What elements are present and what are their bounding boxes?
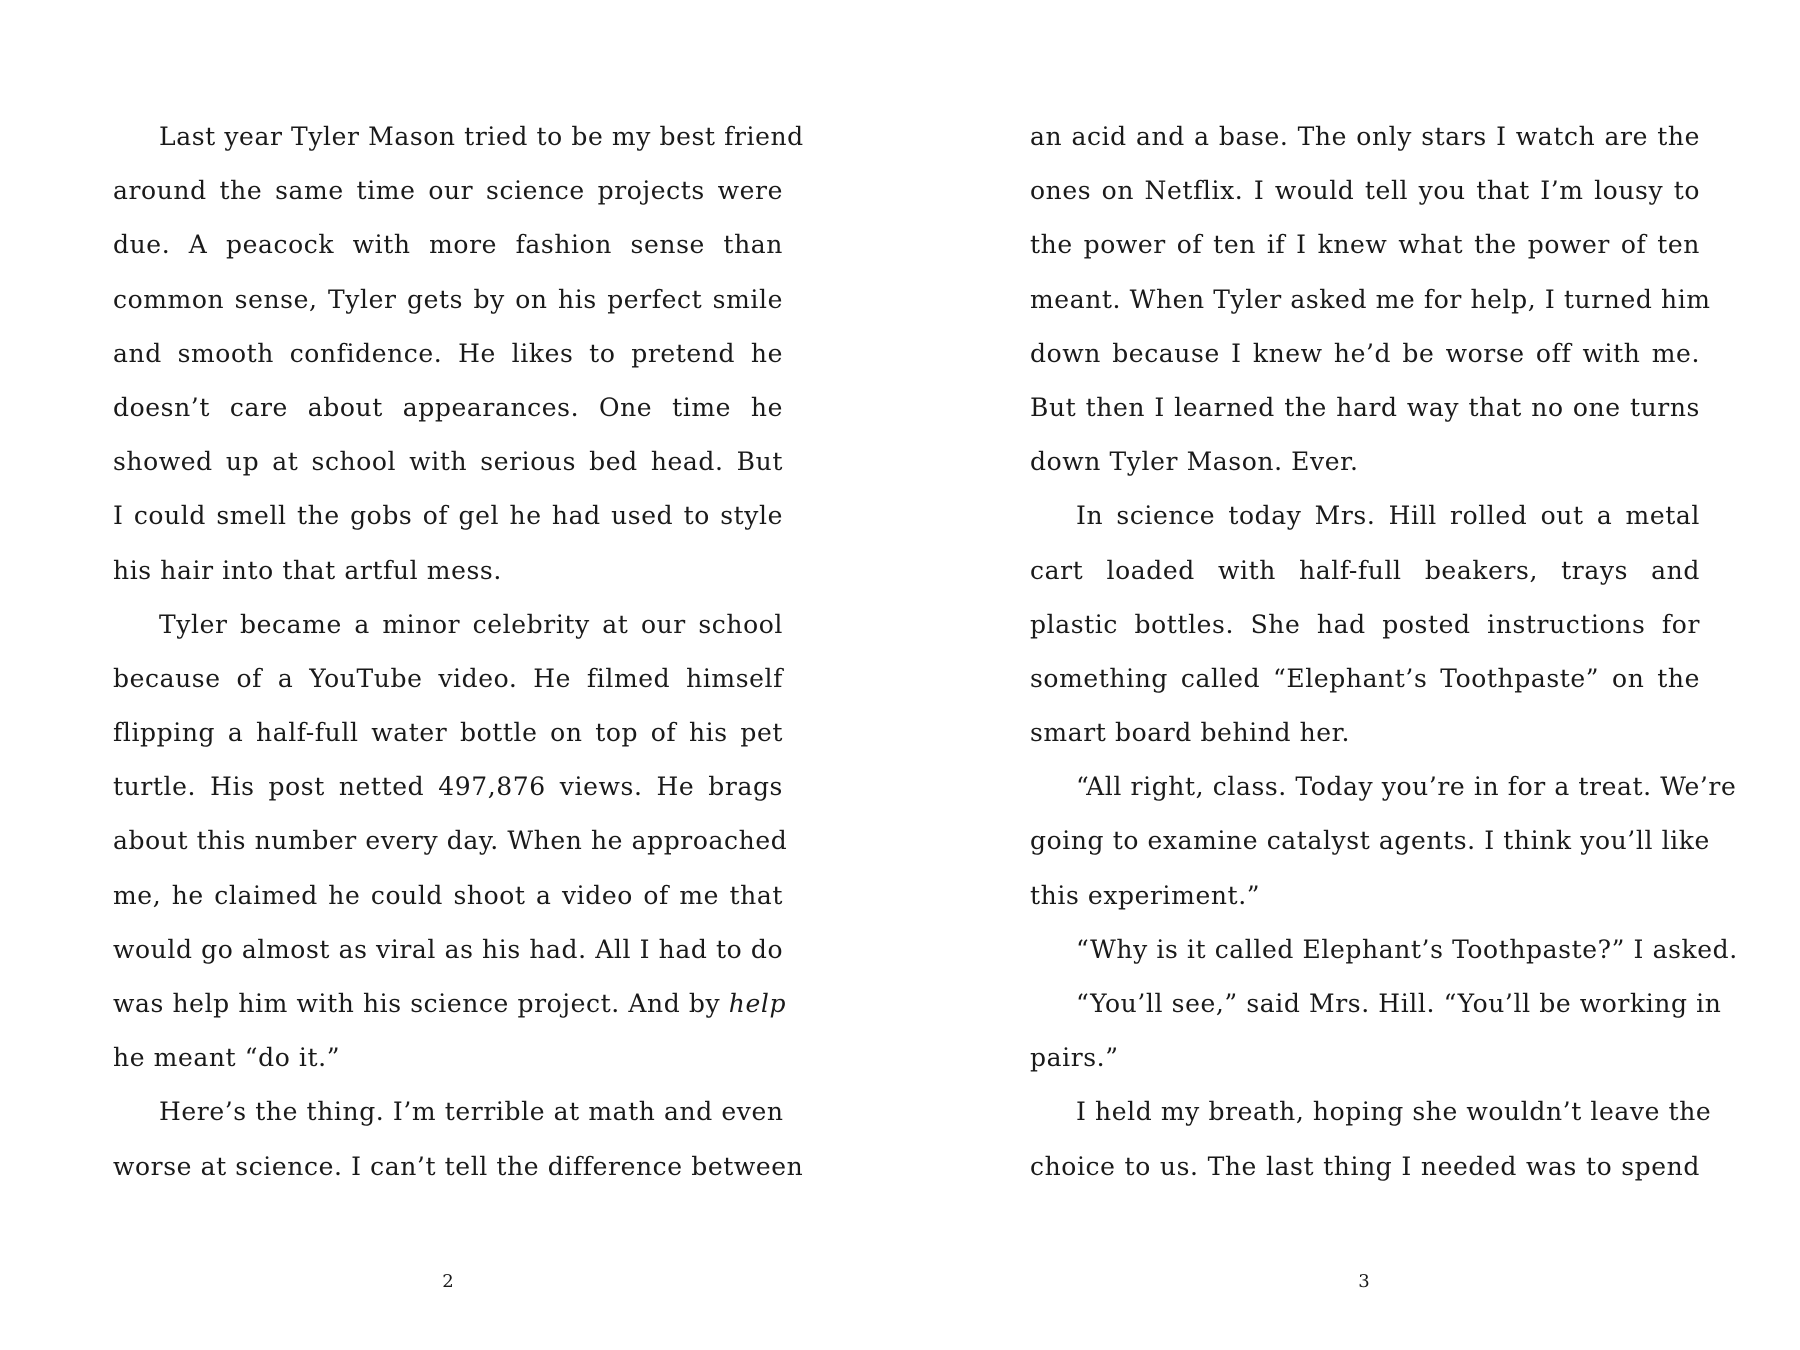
- line-text: pairs.”: [1030, 1043, 1119, 1073]
- text-line: [113, 652, 783, 706]
- page-number-left: 2: [442, 1271, 454, 1292]
- line-text: because of a YouTube video. He filmed himself: [113, 663, 783, 693]
- line-text: Here’s the thing. I’m terrible at math and even: [159, 1097, 784, 1127]
- text-line: [1030, 544, 1700, 598]
- italic-text: help: [728, 989, 787, 1018]
- text-line: [113, 381, 783, 435]
- text-line: [1030, 218, 1700, 272]
- text-line: [113, 110, 804, 164]
- line-text: due. A peacock with more fashion sense than: [113, 230, 783, 260]
- line-text: smart board behind her.: [1030, 718, 1351, 748]
- line-text: doesn’t care about appearances. One time he: [113, 392, 783, 422]
- text-line: [113, 218, 783, 272]
- text-line: [113, 598, 783, 652]
- text-line: [1030, 381, 1700, 435]
- line-text: ones on Netflix. I would tell you that I’m lousy to: [1030, 176, 1700, 206]
- line-text: flipping a half-full water bottle on top of his pet: [113, 718, 783, 748]
- text-line: [1030, 1031, 1700, 1085]
- line-text: around the same time our science projects were: [113, 176, 783, 206]
- line-text: and smooth confidence. He likes to pretend he: [113, 338, 783, 368]
- text-line: [1030, 435, 1700, 489]
- left-page: [113, 110, 804, 1194]
- line-text: he meant “do it.”: [113, 1043, 341, 1073]
- text-line: [113, 327, 783, 381]
- text-line: [113, 1140, 804, 1194]
- line-text: going to examine catalyst agents. I think you’ll like: [1030, 826, 1710, 856]
- line-text: down Tyler Mason. Ever.: [1030, 447, 1359, 477]
- text-line: [1030, 273, 1711, 327]
- line-text: about this number every day. When he approached: [113, 826, 788, 856]
- line-text: an acid and a base. The only stars I watch are the: [1030, 122, 1700, 151]
- line-text: But then I learned the hard way that no one turns: [1030, 392, 1700, 422]
- text-line: [1030, 814, 1710, 868]
- line-text: “You’ll see,” said Mrs. Hill. “You’ll be working in: [1076, 989, 1722, 1018]
- line-text: turtle. His post netted 497,876 views. He brags: [113, 772, 783, 802]
- page-number-right: 3: [1358, 1271, 1370, 1292]
- line-text: showed up at school with serious bed head. But: [113, 447, 783, 477]
- text-line: [113, 977, 787, 1031]
- text-line: [1030, 760, 1737, 814]
- text-line: [1030, 489, 1700, 543]
- text-line: [113, 706, 783, 760]
- line-text: would go almost as viral as his had. All I had to do: [113, 934, 784, 964]
- text-line: [1030, 869, 1700, 923]
- line-text: me, he claimed he could shoot a video of me that: [113, 880, 783, 910]
- line-text: “Why is it called Elephant’s Toothpaste?” I asked.: [1076, 934, 1738, 964]
- line-text: something called “Elephant’s Toothpaste” on the: [1030, 663, 1700, 693]
- line-text: down because I knew he’d be worse off with me.: [1030, 338, 1700, 368]
- right-page: [1030, 110, 1738, 1194]
- text-line: [1030, 977, 1722, 1031]
- text-line: [1030, 327, 1700, 381]
- text-line: [1030, 1140, 1700, 1194]
- line-text: I could smell the gobs of gel he had used to style: [113, 501, 783, 531]
- text-line: [1030, 706, 1700, 760]
- line-text: In science today Mrs. Hill rolled out a metal: [1076, 501, 1700, 531]
- text-line: [1030, 652, 1700, 706]
- text-line: [1030, 164, 1700, 218]
- line-text: I held my breath, hoping she wouldn’t leave the: [1076, 1097, 1712, 1127]
- line-text: his hair into that artful mess.: [113, 555, 502, 585]
- text-line: [113, 489, 783, 543]
- line-text: Tyler became a minor celebrity at our school: [159, 609, 783, 639]
- line-text: “All right, class. Today you’re in for a treat. We’re: [1076, 772, 1737, 802]
- line-text: was help him with his science project. And by: [113, 989, 721, 1018]
- line-text: meant. When Tyler asked me for help, I turned him: [1030, 284, 1711, 314]
- text-line: [1030, 598, 1700, 652]
- line-text: common sense, Tyler gets by on his perfect smile: [113, 284, 783, 314]
- line-text: cart loaded with half-full beakers, trays and: [1030, 555, 1700, 585]
- line-text: Last year Tyler Mason tried to be my best friend: [159, 122, 804, 151]
- text-line: [113, 544, 783, 598]
- text-line: [113, 1085, 783, 1139]
- line-text: the power of ten if I knew what the power of ten: [1030, 230, 1700, 260]
- text-line: [113, 435, 783, 489]
- text-line: [113, 923, 783, 977]
- text-line: [1030, 110, 1700, 164]
- text-line: [113, 869, 783, 923]
- text-line: [1030, 923, 1738, 977]
- line-text: plastic bottles. She had posted instructions for: [1030, 609, 1700, 639]
- line-text: this experiment.”: [1030, 880, 1261, 910]
- text-line: [113, 760, 783, 814]
- text-line: [113, 814, 788, 868]
- text-line: [113, 273, 783, 327]
- line-text: choice to us. The last thing I needed was to spend: [1030, 1151, 1700, 1181]
- text-line: [113, 1031, 783, 1085]
- text-line: [1030, 1085, 1712, 1139]
- text-line: [113, 164, 783, 218]
- line-text: worse at science. I can’t tell the difference between: [113, 1151, 804, 1181]
